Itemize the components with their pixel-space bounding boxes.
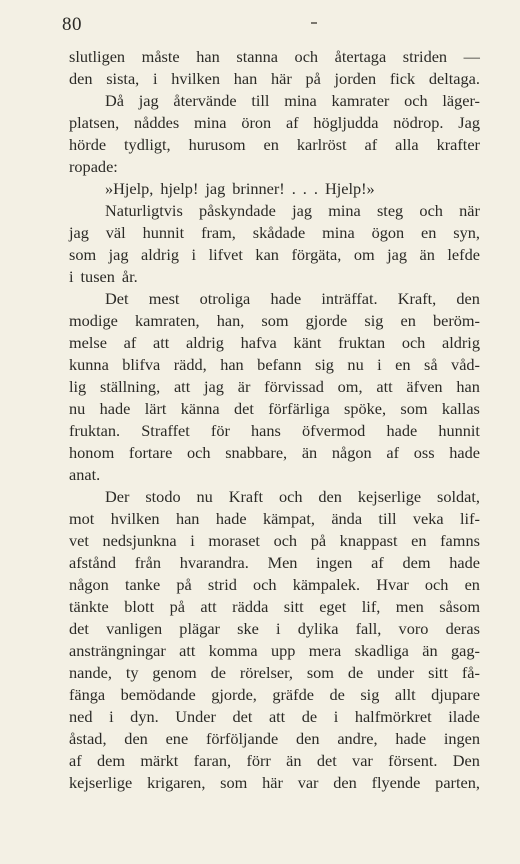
text-line: i tusen år. <box>69 267 138 286</box>
text-line: åstad, den ene förföljande den andre, hade ingen <box>69 729 480 748</box>
text-line: platsen, nåddes mina öron af högljudda nödrop. Jag <box>69 113 480 132</box>
text-line: Naturligtvis påskyndade jag mina steg och när <box>105 201 480 220</box>
text-line: slutligen måste han stanna och återtaga striden — <box>69 47 480 66</box>
text-line: honom fortare och snabbare, än någon af oss hade <box>69 443 480 462</box>
text-line: afstånd från hvarandra. Men ingen af dem hade <box>69 553 480 572</box>
text-line: fruktan. Straffet för hans öfvermod hade hunnit <box>69 421 480 440</box>
text-line: fänga bemödande gjorde, gräfde de sig allt djupare <box>69 685 480 704</box>
text-line: melse af att aldrig hafva känt fruktan och aldrig <box>69 333 480 352</box>
text-line: ned i dyn. Under det att de i halfmörkret ilade <box>69 707 480 726</box>
text-line: modige kamraten, han, som gjorde sig en beröm- <box>69 311 480 330</box>
page-number: 80 <box>62 14 82 35</box>
text-line: mot hvilken han hade kämpat, ända till veka lif- <box>69 509 480 528</box>
text-line: Det mest otroliga hade inträffat. Kraft, den <box>105 289 480 308</box>
text-line: kunna blifva rädd, han befann sig nu i en så våd- <box>69 355 480 374</box>
text-line: hörde tydligt, hurusom en karlröst af alla krafter <box>69 135 480 154</box>
text-line: anat. <box>69 465 101 484</box>
text-line: nande, ty genom de rörelser, som de under sitt få- <box>69 663 480 682</box>
text-line: den sista, i hvilken han här på jorden fick deltaga. <box>69 69 480 88</box>
text-line: kejserlige krigaren, som här var den flyende parten, <box>69 773 480 792</box>
text-line: lig ställning, att jag är förvissad om, att äfven han <box>69 377 480 396</box>
text-line: någon tanke på strid och kämpalek. Hvar och en <box>69 575 480 594</box>
text-line: ropade: <box>69 157 118 176</box>
text-line: vet nedsjunkna i moraset och på knappast en famns <box>69 531 480 550</box>
text-line: ansträngningar att komma upp mera skadliga än gag- <box>69 641 480 660</box>
body-text <box>69 46 480 794</box>
text-line: det vanligen plägar ske i dylika fall, voro deras <box>69 619 480 638</box>
text-line: jag väl hunnit fram, skådade mina ögon en syn, <box>69 223 480 242</box>
text-line: som jag aldrig i lifvet kan förgäta, om jag än lefde <box>69 245 480 264</box>
text-line: Der stodo nu Kraft och den kejserlige soldat, <box>105 487 480 506</box>
text-line: af dem märkt faran, förr än det var försent. Den <box>69 751 480 770</box>
text-line: nu hade lärt känna det förfärliga spöke, som kallas <box>69 399 480 418</box>
text-line: tänkte blott på att rädda sitt eget lif, men såsom <box>69 597 480 616</box>
text-line: »Hjelp, hjelp! jag brinner! . . . Hjelp!» <box>105 179 375 198</box>
text-line: Då jag återvände till mina kamrater och läger- <box>105 91 480 110</box>
print-mark <box>311 22 317 24</box>
